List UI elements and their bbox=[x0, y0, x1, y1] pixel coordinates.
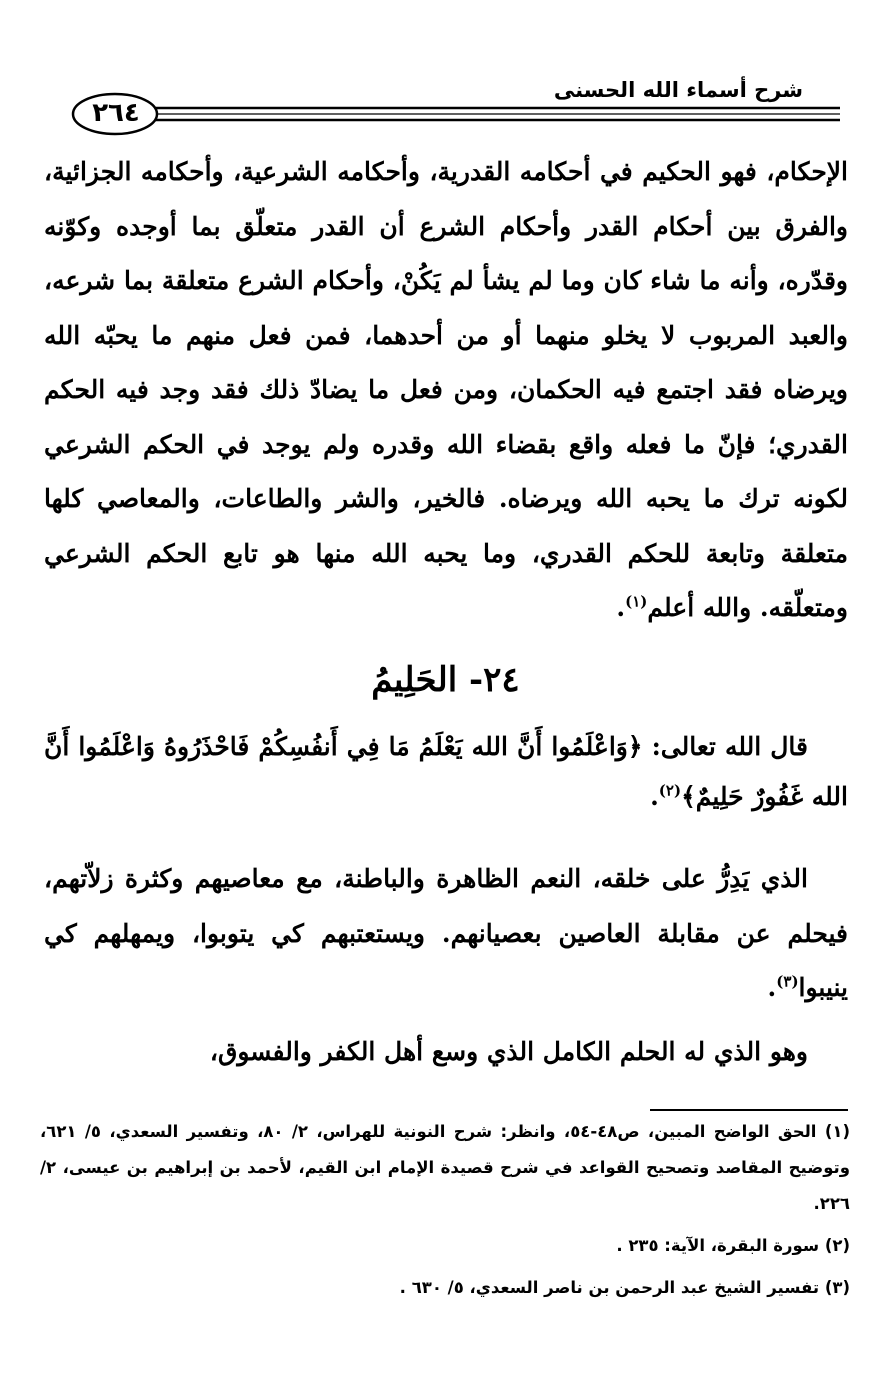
verse-intro: قال الله تعالى: bbox=[651, 732, 808, 761]
footnote-ref-1: (١) bbox=[625, 592, 648, 611]
running-title: شرح أسماء الله الحسنى bbox=[553, 78, 803, 102]
verse-text: ﴿وَاعْلَمُوا أَنَّ الله يَعْلَمُ مَا فِي أَنفُسِكُمْ فَاحْذَرُوهُ وَاعْلَمُوا أَنَّ الله غَفُورٌ حَلِيمٌ﴾ bbox=[44, 732, 848, 811]
footnote-separator bbox=[650, 1109, 848, 1111]
footnote-1: (١) الحق الواضح المبين، ص٤٨-٥٤، وانظر: شرح النونية للهراس، ٢/ ٨٠، وتفسير السعدي، ٥/ ٦٢١، وتوضيح المقاصد وتصحيح القواعد في شرح قصيدة الإمام ابن القيم، لأحمد بن إبراهيم بن عيسى، ٢/ ٢٢٦. bbox=[40, 1122, 850, 1213]
page-header bbox=[0, 0, 891, 150]
paragraph-hikma bbox=[44, 145, 848, 636]
footnote-3: (٣) تفسير الشيخ عبد الرحمن بن ناصر السعدي، ٥/ ٦٣٠ . bbox=[399, 1278, 850, 1297]
footnotes bbox=[40, 1114, 850, 1312]
paragraph-halim-definition bbox=[44, 852, 848, 1016]
paragraph-text: الذي يَدِرُّ على خلقه، النعم الظاهرة والباطنة، مع معاصيهم وكثرة زلاّتهم، فيحلم عن مقابلة العاصين بعصيانهم. ويستعتبهم كي يتوبوا، ويمهلهم كي ينيبوا bbox=[44, 864, 848, 1002]
section-heading: ٢٤- الحَلِيمُ bbox=[371, 660, 520, 700]
page-number: ٢٦٤ bbox=[92, 98, 140, 128]
paragraph-end: . bbox=[767, 973, 777, 1002]
paragraph-text: الإحكام، فهو الحكيم في أحكامه القدرية، وأحكامه الشرعية، وأحكامه الجزائية، والفرق بين أحكام القدر وأحكام الشرع أن القدر متعلّق بما أوجده وكوّنه وقدّره، وأنه ما شاء كان وما لم يشأ لم يَكُنْ، وأحكام الشرع متعلقة بما شرعه، والعبد المربوب لا يخلو منهما أو من أحدهما، فمن فعل منهم ما يحبّه الله ويرضاه فقد اجتمع فيه الحكمان، ومن فعل ما يضادّ ذلك فقد وجد فيه الحكم القدري؛ فإنّ ما فعله واقع بقضاء الله وقدره ولم يوجد في الحكم الشرعي لكونه ترك ما يحبه الله ويرضاه. فالخير، والشر والطاعات، والمعاصي كلها متعلقة وتابعة للحكم القدري، وما يحبه الله منها هو تابع الحكم الشرعي ومتعلّقه. والله أعلم bbox=[44, 157, 848, 622]
footnote-ref-3: (٣) bbox=[776, 972, 799, 991]
paragraph-halim-continued: وهو الذي له الحلم الكامل الذي وسع أهل الكفر والفسوق، bbox=[209, 1037, 808, 1066]
quran-verse-block bbox=[44, 722, 848, 822]
footnote-ref-2: (٢) bbox=[658, 781, 682, 800]
paragraph-end: . bbox=[616, 593, 626, 622]
verse-end: . bbox=[650, 782, 659, 811]
footnote-2: (٢) سورة البقرة، الآية: ٢٣٥ . bbox=[616, 1236, 850, 1255]
